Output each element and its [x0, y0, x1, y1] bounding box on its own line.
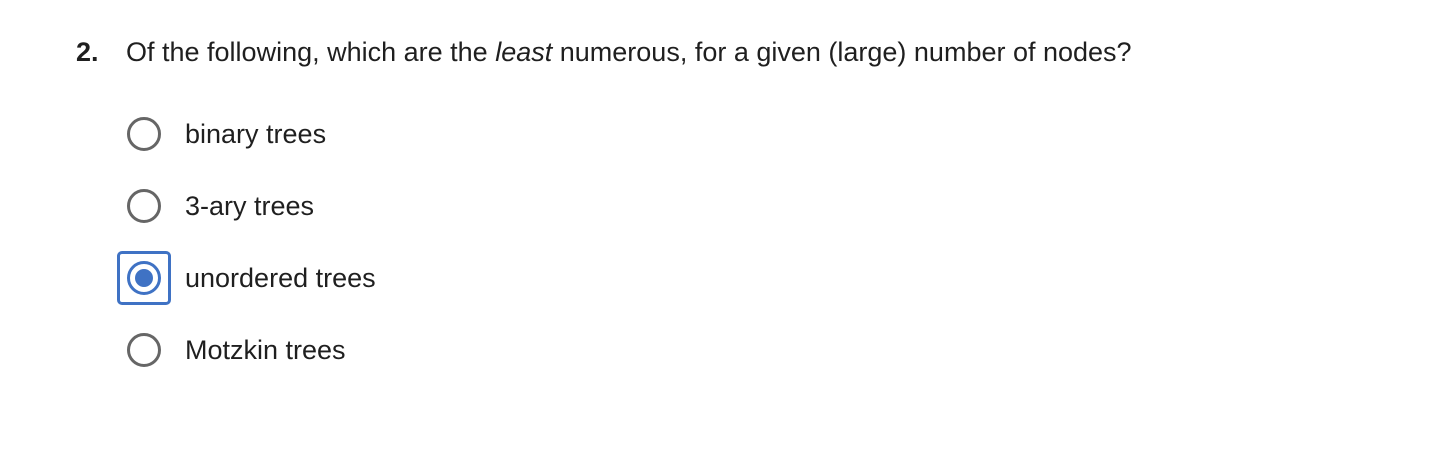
radio-button-selected[interactable]	[127, 261, 161, 295]
option-motzkin-trees[interactable]	[117, 323, 376, 377]
radio-selected-dot-icon	[135, 269, 153, 287]
option-unordered-trees[interactable]	[117, 251, 376, 305]
option-label: 3-ary trees	[185, 191, 315, 221]
radio-focus-ring	[117, 179, 171, 233]
option-binary-trees[interactable]	[117, 107, 376, 161]
answer-options	[117, 107, 376, 395]
question-prompt	[76, 33, 1132, 71]
radio-focus-ring	[117, 323, 171, 377]
question-number: 2.	[76, 37, 99, 67]
radio-button[interactable]	[127, 333, 161, 367]
radio-focus-ring	[117, 107, 171, 161]
question-text-after: numerous, for a given (large) number of nodes?	[552, 37, 1132, 67]
question-text-emphasis: least	[495, 37, 553, 67]
radio-button[interactable]	[127, 189, 161, 223]
option-label: binary trees	[185, 119, 327, 149]
radio-focus-ring	[117, 251, 171, 305]
option-label: Motzkin trees	[185, 335, 346, 365]
question-text	[126, 33, 1132, 71]
option-3-ary-trees[interactable]	[117, 179, 376, 233]
question-text-before: Of the following, which are the	[126, 37, 496, 67]
radio-button[interactable]	[127, 117, 161, 151]
option-label: unordered trees	[185, 263, 376, 293]
